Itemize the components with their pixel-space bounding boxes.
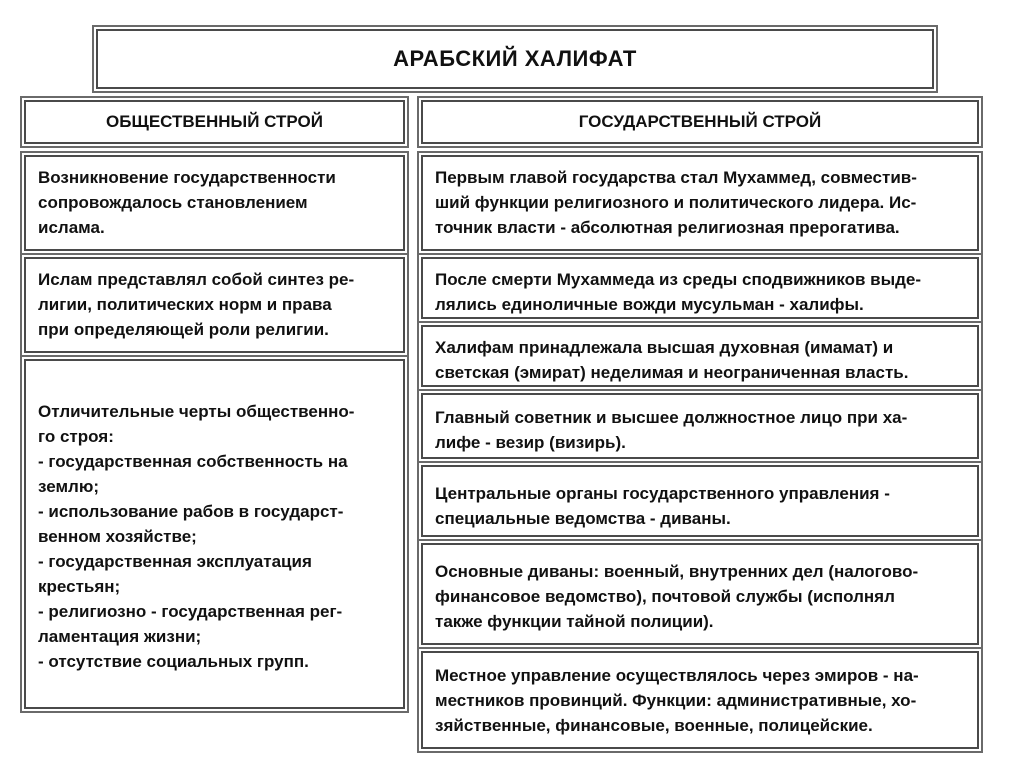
social-item-1 — [24, 155, 405, 251]
social-item-2-text: Ислам представлял собой синтез ре- лигии, политических норм и права при определяющей роли религии. — [38, 270, 355, 339]
state-item-2-text: После смерти Мухаммеда из среды сподвижников выде- лялись единоличные вожди мусульман - халифы. — [435, 270, 922, 314]
state-item-5-text: Центральные органы государственного управления - специальные ведомства - диваны. — [435, 484, 890, 528]
social-item-3-text: Отличительные черты общественно- го строя: - государственная собственность на землю; - использование рабов в государст- венном хозяйстве; - государственная эксплуатация крестьян; - религиозно - государственная рег- ламентация жизни; - отсутствие социальных групп. — [38, 402, 355, 671]
state-item-6-text: Основные диваны: военный, внутренних дел (налогово- финансовое ведомство), почтовой службы (исполнял также функции тайной полиции). — [435, 562, 919, 631]
social-item-1-text: Возникновение государственности сопровождалось становлением ислама. — [38, 168, 336, 237]
left-column-header — [24, 100, 405, 144]
state-item-3 — [421, 325, 979, 387]
left-column-header-label: ОБЩЕСТВЕННЫЙ СТРОЙ — [106, 112, 323, 131]
state-item-3-text: Халифам принадлежала высшая духовная (имамат) и светская (эмират) неделимая и неограниченная власть. — [435, 338, 909, 382]
diagram-title: АРАБСКИЙ ХАЛИФАТ — [393, 46, 637, 71]
state-item-4-text: Главный советник и высшее должностное лицо при ха- лифе - везир (визирь). — [435, 408, 908, 452]
right-column-header — [421, 100, 979, 144]
state-item-2 — [421, 257, 979, 319]
state-item-7 — [421, 651, 979, 749]
state-item-6 — [421, 543, 979, 645]
right-column-header-label: ГОСУДАРСТВЕННЫЙ СТРОЙ — [578, 112, 822, 131]
title-box — [96, 29, 934, 89]
state-item-7-text: Местное управление осуществлялось через эмиров - на- местников провинций. Функции: административные, хо- зяйственные, финансовые, военные, полицейские. — [435, 666, 919, 735]
state-item-5 — [421, 465, 979, 537]
social-item-3 — [24, 359, 405, 709]
social-item-2 — [24, 257, 405, 353]
state-item-1 — [421, 155, 979, 251]
state-item-4 — [421, 393, 979, 459]
state-item-1-text: Первым главой государства стал Мухаммед, совместив- ший функции религиозного и политического лидера. Ис- точник власти - абсолютная религиозная прерогатива. — [435, 168, 917, 237]
